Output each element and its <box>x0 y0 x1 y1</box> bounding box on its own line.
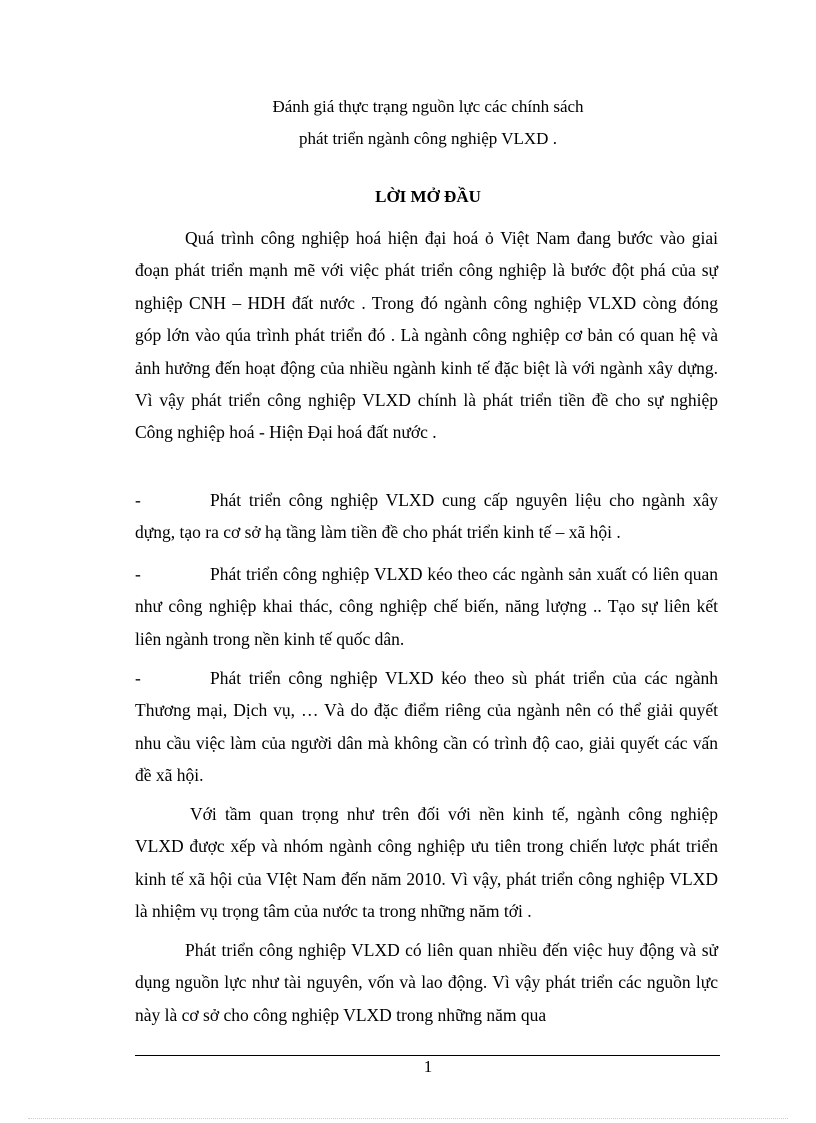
page-bottom-edge <box>28 1118 788 1119</box>
bullet-item <box>135 558 718 655</box>
intro-paragraph: Quá trình công nghiệp hoá hiện đại hoá ỏ Việt Nam đang bước vào giai đoạn phát triển mạnh mẽ với việc phát triển công nghiệp là bước đột phá của sự nghiệp CNH – HDH đất nước . Trong đó ngành công nghiệp VLXD còng đóng góp lớn vào qúa trình phát triển đó . Là ngành công nghiệp cơ bản có quan hệ và ảnh hưởng đến hoạt động của nhiều ngành kinh tế đặc biệt là với ngành xây dựng. Vì vậy phát triển công nghiệp VLXD chính là phát triển tiền đề cho sự nghiệp Công nghiệp hoá - Hiện Đại hoá đất nước . <box>135 228 718 443</box>
bullet-item <box>135 484 718 549</box>
resources-paragraph: Phát triển công nghiệp VLXD có liên quan nhiều đến việc huy động và sử dụng nguồn lực như tài nguyên, vốn và lao động. Vì vậy phát triển các nguồn lực này là cơ sở cho công nghiệp VLXD trong những năm qua <box>135 940 718 1025</box>
bullet-marker: - <box>135 668 141 688</box>
bullet-text: Phát triển công nghiệp VLXD cung cấp nguyên liệu cho ngành xây dựng, tạo ra cơ sở hạ tầng làm tiền đề cho phát triển kinh tế – xã hội . <box>135 490 718 543</box>
section-heading: LỜI MỞ ĐẦU <box>375 187 481 206</box>
bullet-marker: - <box>135 564 141 584</box>
page-number: 1 <box>423 1057 433 1076</box>
bullet-text: Phát triển công nghiệp VLXD kéo theo các ngành sản xuất có liên quan như công nghiệp khai thác, công nghiệp chế biến, năng lượng .. Tạo sự liên kết liên ngành trong nền kinh tế quốc dân. <box>135 564 718 649</box>
bullet-marker: - <box>135 490 141 510</box>
bullet-item <box>135 662 718 792</box>
document-title-line-2: phát triển ngành công nghiệp VLXD . <box>299 129 557 148</box>
bullet-text: Phát triển công nghiệp VLXD kéo theo sù phát triển của các ngành Thương mại, Dịch vụ, … Và do đặc điểm riêng của ngành nên có thể giải quyết nhu cầu việc làm của người dân mà không cần có trình độ cao, giải quyết các vấn đề xã hội. <box>135 668 718 786</box>
importance-paragraph: Với tầm quan trọng như trên đối với nền kinh tế, ngành công nghiệp VLXD được xếp và nhóm ngành công nghiệp ưu tiên trong chiến lược phát triển kinh tế xã hội của VIệt Nam đến năm 2010. Vì vậy, phát triển công nghiệp VLXD là nhiệm vụ trọng tâm của nước ta trong những năm tới . <box>135 804 718 922</box>
document-title-line-1: Đánh giá thực trạng nguồn lực các chính sách <box>272 97 584 116</box>
